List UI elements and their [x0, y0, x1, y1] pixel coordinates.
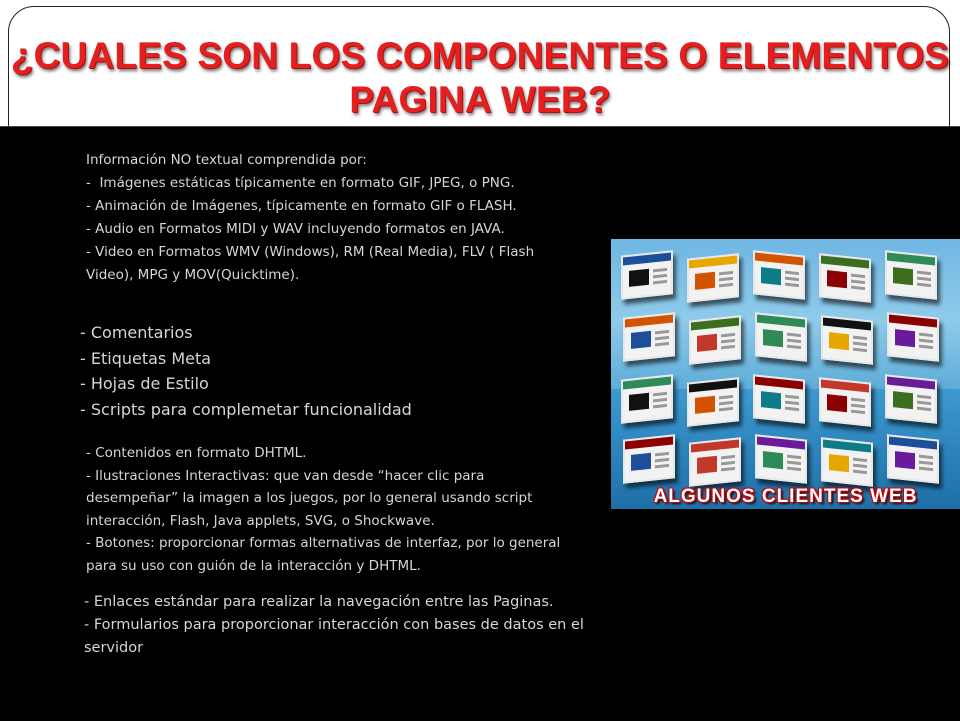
thumbnail-text-line: [917, 271, 931, 275]
thumbnail-text-line: [919, 345, 933, 349]
thumbnail-text-line: [917, 401, 931, 405]
thumbnail-text-line: [653, 398, 667, 402]
thumbnail-header: [821, 379, 869, 392]
thumbnail-text-line: [719, 283, 733, 287]
thumbnail-text-line: [853, 470, 867, 474]
thumbnail-text-line: [653, 274, 667, 278]
website-thumbnail: [885, 374, 937, 423]
website-thumbnail: [621, 374, 673, 423]
text-line: - Contenidos en formato DHTML.: [86, 445, 307, 461]
thumbnail-text-line: [851, 410, 865, 414]
thumbnail-header: [821, 255, 869, 268]
website-thumbnail: [689, 315, 741, 364]
thumbnail-text-line: [787, 345, 801, 349]
website-thumbnail: [887, 312, 939, 361]
thumbnail-header: [691, 317, 739, 330]
text-line: - Enlaces estándar para realizar la navegación entre las Paginas.: [84, 594, 554, 610]
website-thumbnail: [755, 312, 807, 361]
thumbnail-text-line: [917, 407, 931, 411]
thumbnail-header: [623, 252, 671, 265]
thumbnail-text-line: [721, 345, 735, 349]
thumbnail-text-line: [917, 283, 931, 287]
thumbnail-header: [755, 252, 803, 265]
thumbnail-header: [689, 255, 737, 268]
thumbnail-text-line: [851, 286, 865, 290]
thumbnail-text-line: [787, 467, 801, 471]
thumbnail-header: [625, 314, 673, 327]
thumbnail-text-line: [853, 342, 867, 346]
page-title: [0, 34, 960, 122]
thumbnail-text-line: [719, 407, 733, 411]
thumbnail-text-line: [785, 277, 799, 281]
text-line: servidor: [84, 640, 144, 656]
website-thumbnail: [755, 434, 807, 483]
thumbnail-header: [823, 317, 871, 330]
thumbnail-header: [757, 436, 805, 449]
website-thumbnail: [687, 253, 739, 302]
thumbnail-picture: [761, 391, 781, 409]
thumbnail-text-line: [853, 348, 867, 352]
thumbnail-picture: [895, 329, 915, 347]
thumbnail-picture: [695, 272, 715, 290]
text-line: Video), MPG y MOV(Quicktime).: [86, 267, 300, 283]
text-line: - Imágenes estáticas típicamente en formato GIF, JPEG, o PNG.: [86, 175, 515, 191]
thumbnail-text-line: [787, 339, 801, 343]
thumbnail-text-line: [785, 395, 799, 399]
website-thumbnail: [821, 315, 873, 364]
thumbnail-text-line: [653, 392, 667, 396]
non-text-info-block: [86, 149, 606, 287]
thumbnail-text-line: [785, 407, 799, 411]
thumbnail-text-line: [655, 336, 669, 340]
thumbnail-text-line: [853, 336, 867, 340]
thumbnail-picture: [695, 396, 715, 414]
thumbnail-picture: [697, 334, 717, 352]
thumbnail-text-line: [653, 268, 667, 272]
thumbnail-text-line: [721, 467, 735, 471]
website-thumbnail: [885, 250, 937, 299]
thumbnail-header: [887, 376, 935, 389]
thumbnail-text-line: [853, 458, 867, 462]
thumbnail-picture: [829, 332, 849, 350]
text-line: - Audio en Formatos MIDI y WAV incluyendo formatos en JAVA.: [86, 221, 505, 237]
text-line: para su uso con guión de la interacción y DHTML.: [86, 557, 421, 574]
website-thumbnail: [689, 437, 741, 486]
text-line: interacción, Flash, Java applets, SVG, o Shockwave.: [86, 512, 435, 529]
text-line: desempeñar” la imagen a los juegos, por lo general usando script: [86, 490, 533, 506]
thumbnail-text-line: [785, 401, 799, 405]
title-line-2: PAGINA WEB?: [349, 79, 611, 120]
thumbnail-text-line: [785, 271, 799, 275]
text-line: - Scripts para complemetar funcionalidad: [80, 399, 412, 419]
thumbnail-header: [757, 314, 805, 327]
text-line: - Comentarios: [80, 323, 193, 342]
thumbnail-text-line: [719, 395, 733, 399]
thumbnail-text-line: [655, 452, 669, 456]
thumbnail-text-line: [719, 271, 733, 275]
thumbnail-text-line: [853, 464, 867, 468]
thumbnail-text-line: [919, 461, 933, 465]
thumbnail-picture: [631, 453, 651, 471]
thumbnail-text-line: [919, 467, 933, 471]
website-thumbnail: [819, 377, 871, 426]
thumbnail-header: [823, 439, 871, 452]
navigation-block: [84, 591, 629, 660]
text-line: - Hojas de Estilo: [80, 374, 209, 393]
thumbnail-picture: [761, 267, 781, 285]
thumbnail-text-line: [719, 277, 733, 281]
thumbnail-text-line: [851, 404, 865, 408]
thumbnail-text-line: [721, 455, 735, 459]
website-thumbnail: [819, 253, 871, 302]
website-thumbnail: [887, 434, 939, 483]
thumbnail-header: [889, 436, 937, 449]
thumbnail-text-line: [719, 401, 733, 405]
code-elements-block: [80, 320, 600, 422]
thumbnail-text-line: [721, 333, 735, 337]
thumbnail-text-line: [653, 280, 667, 284]
thumbnail-header: [691, 439, 739, 452]
thumbnail-text-line: [919, 333, 933, 337]
text-line: - Etiquetas Meta: [80, 348, 212, 368]
thumbnail-picture: [895, 451, 915, 469]
thumbnail-picture: [829, 454, 849, 472]
website-thumbnail: [687, 377, 739, 426]
website-thumbnail: [623, 312, 675, 361]
thumbnail-header: [887, 252, 935, 265]
thumbnail-text-line: [655, 458, 669, 462]
text-line: - Animación de Imágenes, típicamente en formato GIF o FLASH.: [86, 198, 517, 214]
text-line: - Video en Formatos WMV (Windows), RM (Real Media), FLV ( Flash: [86, 244, 535, 260]
thumbnail-picture: [827, 394, 847, 412]
thumbnail-text-line: [919, 339, 933, 343]
thumbnail-text-line: [851, 398, 865, 402]
thumbnail-text-line: [655, 464, 669, 468]
thumbnail-picture: [893, 267, 913, 285]
website-thumbnail: [821, 437, 873, 486]
text-line: - Ilustraciones Interactivas: que van desde “hacer clic para: [86, 467, 485, 484]
thumbnail-header: [689, 379, 737, 392]
thumbnail-picture: [697, 456, 717, 474]
content-area: [0, 126, 960, 721]
thumbnail-header: [755, 376, 803, 389]
thumbnail-text-line: [917, 395, 931, 399]
website-thumbnail: [621, 250, 673, 299]
thumbnail-header: [623, 376, 671, 389]
website-thumbnail: [753, 374, 805, 423]
website-thumbnail: [623, 434, 675, 483]
thumbnail-text-line: [787, 461, 801, 465]
thumbnail-text-line: [851, 274, 865, 278]
thumbnail-text-line: [851, 280, 865, 284]
thumbnail-picture: [763, 329, 783, 347]
title-line-1: ¿CUALES SON LOS COMPONENTES O ELEMENTOS: [10, 35, 950, 76]
thumbnail-picture: [629, 269, 649, 287]
website-thumbnail: [753, 250, 805, 299]
thumbnail-picture: [631, 331, 651, 349]
text-line: Información NO textual comprendida por:: [86, 152, 367, 168]
thumbnail-text-line: [721, 461, 735, 465]
thumbnail-header: [889, 314, 937, 327]
interactive-elements-block: [86, 442, 606, 577]
text-line: - Botones: proporcionar formas alternativas de interfaz, por lo general: [86, 535, 561, 551]
thumbnail-text-line: [655, 330, 669, 334]
thumbnail-text-line: [787, 455, 801, 459]
thumbnail-picture: [827, 270, 847, 288]
thumbnail-text-line: [787, 333, 801, 337]
thumbnail-picture: [629, 393, 649, 411]
thumbnail-text-line: [721, 339, 735, 343]
text-line: - Formularios para proporcionar interacción con bases de datos en el: [84, 617, 584, 633]
thumbnail-header: [625, 436, 673, 449]
thumbnail-text-line: [655, 342, 669, 346]
thumbnail-text-line: [919, 455, 933, 459]
thumbnail-text-line: [785, 283, 799, 287]
web-clients-collage-image: [611, 239, 960, 509]
thumbnail-picture: [763, 451, 783, 469]
thumbnail-text-line: [653, 404, 667, 408]
thumbnail-text-line: [917, 277, 931, 281]
thumbnail-picture: [893, 391, 913, 409]
collage-caption: ALGUNOS CLIENTES WEB: [653, 486, 918, 507]
